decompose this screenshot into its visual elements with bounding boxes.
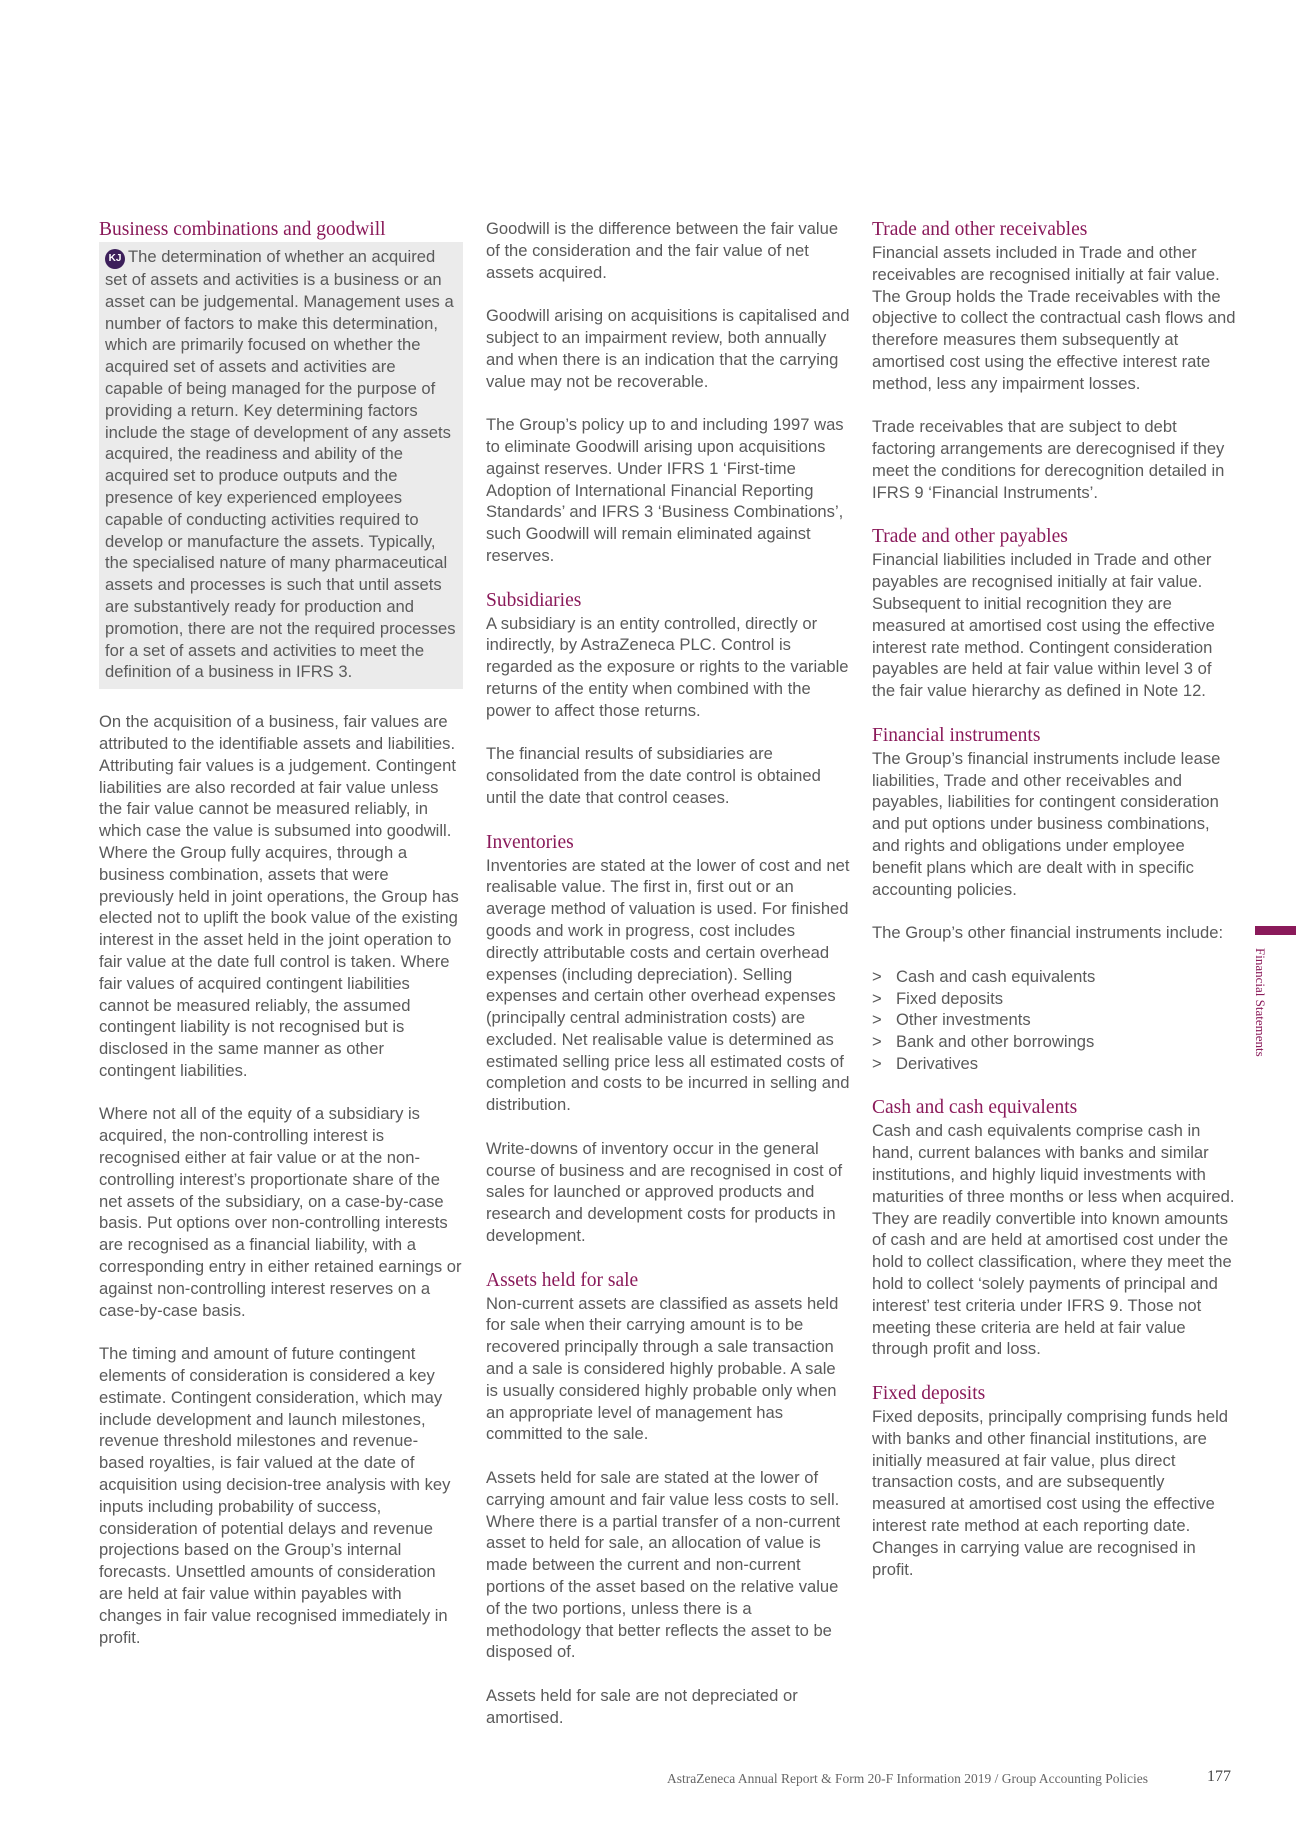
paragraph: Non-current assets are classified as assets held for sale when their carrying amount is to be recovered principally through a sale transaction and a sale is considered highly probable. A sale is usually considered highly probable only when an appropriate level of management has committed to the sale. [486,1293,839,1444]
section-heading: Trade and other receivables [872,219,1088,240]
paragraph: Write-downs of inventory occur in the general course of business and are recognised in cost of sales for launched or approved products and research and development costs for products in development. [486,1138,843,1246]
list-item: > Cash and cash equivalents [872,966,1236,988]
paragraph: Financial liabilities included in Trade and other payables are recognised initially at fair value. Subsequent to initial recognition they are measured at amortised cost using the effective interest rate method. Contingent consideration payables are held at fair value within level 3 of the fair value hierarchy as defined in Note 12. [872,550,1215,701]
bullet-list [872,966,1236,1075]
footer-text: AstraZeneca Annual Report & Form 20-F Information 2019 / Group Accounting Policies [667,1771,1149,1786]
column-2 [486,218,850,1750]
paragraph: Financial assets included in Trade and other receivables are recognised initially at fair value. The Group holds the Trade receivables with the objective to collect the contractual cash flows and therefore measures them subsequently at amortised cost using the effective interest rate method, less any impairment losses. [872,243,1236,393]
paragraph: Where not all of the equity of a subsidiary is acquired, the non-controlling interest is recognised either at fair value or at the non-controlling interest’s proportionate share of the net assets of the subsidiary, on a case-by-case basis. Put options over non-controlling interests are recognised as a financial liability, with a corresponding entry in either retained earnings or against non-controlling interest reserves on a case-by-case basis. [99,1104,462,1320]
column-3 [872,218,1236,1602]
section-heading: Business combinations and goodwill [99,219,386,240]
key-judgement-badge-icon: KJ [105,249,125,269]
paragraph: Trade receivables that are subject to debt factoring arrangements are derecognised if they meet the conditions for derecognition detailed in IFRS 9 ‘Financial Instruments’. [872,417,1225,502]
key-judgement-box [99,242,463,689]
section-tab-marker [1255,926,1296,935]
section-heading: Cash and cash equivalents [872,1097,1078,1119]
section-tab-label[interactable]: Financial Statements [1253,948,1268,1057]
paragraph: The timing and amount of future contingent elements of consideration is considered a key estimate. Contingent consideration, which may include development and launch milestones, revenue threshold milestones and revenue-based royalties, is fair valued at the date of acquisition using decision-tree analysis with key inputs including probability of success, consideration of potential delays and revenue projections based on the Group’s internal forecasts. Unsettled amounts of consideration are held at fair value within payables with changes in fair value recognised immediately in profit. [99,1344,451,1647]
paragraph: The Group’s policy up to and including 1997 was to eliminate Goodwill arising upon acquisitions against reserves. Under IFRS 1 ‘First-time Adoption of International Financial Reporting Standards’ and IFRS 3 ‘Business Combinations’, such Goodwill will remain eliminated against reserves. [486,415,844,565]
paragraph: Assets held for sale are stated at the lower of carrying amount and fair value less costs to sell. Where there is a partial transfer of a non-current asset to held for sale, an allocation of value is made between the current and non-current portions of the asset based on the relative value of the two portions, unless there is a methodology that better reflects the asset to be disposed of. [486,1468,841,1662]
list-item: > Fixed deposits [872,988,1236,1010]
list-item: > Bank and other borrowings [872,1031,1236,1053]
paragraph: On the acquisition of a business, fair values are attributed to the identifiable assets and liabilities. Attributing fair values is a judgement. Contingent liabilities are also recorded at fair value unless the fair value cannot be measured reliably, in which case the value is subsumed into goodwill. Where the Group fully acquires, through a business combination, assets that were previously held in joint operations, the Group has elected not to uplift the book value of the existing interest in the asset held in the joint operation to fair value at the date full control is taken. Where fair values of acquired contingent liabilities cannot be measured reliably, the assumed contingent liability is not recognised but is disclosed in the same manner as other contingent liabilities. [99,712,459,1080]
section-heading: Assets held for sale [486,1269,639,1291]
list-item: > Derivatives [872,1053,1236,1075]
paragraph: Inventories are stated at the lower of cost and net realisable value. The first in, first out or an average method of valuation is used. For finished goods and work in progress, cost includes directly attributable costs and certain overhead expenses (including depreciation). Selling expenses and certain other overhead expenses (principally central administration costs) are excluded. Net realisable value is determined as estimated selling price less all estimated costs of completion and costs to be incurred in selling and distribution. [486,855,850,1115]
paragraph: The financial results of subsidiaries are consolidated from the date control is obtained until the date that control ceases. [486,744,821,807]
paragraph: Assets held for sale are not depreciated or amortised. [486,1686,798,1727]
paragraph: Goodwill is the difference between the fair value of the consideration and the fair value of net assets acquired. [486,219,839,282]
list-item: > Other investments [872,1009,1236,1031]
section-heading: Subsidiaries [486,589,582,611]
paragraph: A subsidiary is an entity controlled, directly or indirectly, by AstraZeneca PLC. Control is regarded as the exposure or rights to the variable returns of the entity when combined with the power to affect those returns. [486,613,849,720]
paragraph: The Group’s financial instruments include lease liabilities, Trade and other receivables and payables, liabilities for contingent consideration and put options under business combinations, and rights and obligations under employee benefit plans which are dealt with in specific accounting policies. [872,748,1221,899]
paragraph: Goodwill arising on acquisitions is capitalised and subject to an impairment review, both annually and when there is an indication that the carrying value may not be recoverable. [486,306,850,391]
paragraph: Fixed deposits, principally comprising funds held with banks and other financial institutions, are initially measured at fair value, plus direct transaction costs, and are subsequently measured at amortised cost using the effective interest rate method at each reporting date. Changes in carrying value are recognised in profit. [872,1407,1229,1579]
page-number: 177 [1207,1768,1231,1785]
section-heading: Financial instruments [872,724,1041,746]
section-heading: Fixed deposits [872,1383,986,1405]
paragraph: The Group’s other financial instruments include: [872,923,1224,943]
column-1 [99,218,463,1670]
section-heading: Trade and other payables [872,526,1068,548]
key-judgement-text: The determination of whether an acquired set of assets and activities is a business or an asset can be judgemental. Management uses a number of factors to make this determination, which are primarily focused on whether the acquired set of assets and activities are capable of being managed for the purpose of providing a return. Key determining factors include the stage of development of any assets acquired, the readiness and ability of the acquired set to produce outputs and the presence of key experienced employees capable of conducting activities required to develop or manufacture the assets. Typically, the specialised nature of many pharmaceutical assets and processes is such that until assets are substantively ready for production and promotion, there are not the required processes for a set of assets and activities to meet the definition of a business in IFRS 3. [105,247,456,682]
section-heading: Inventories [486,831,574,853]
paragraph: Cash and cash equivalents comprise cash in hand, current balances with banks and similar institutions, and highly liquid investments with maturities of three months or less when acquired. They are readily convertible into known amounts of cash and are held at amortised cost under the hold to collect classification, where they meet the hold to collect ‘solely payments of principal and interest’ test criteria under IFRS 9. Those not meeting these criteria are held at fair value through profit and loss. [872,1121,1235,1359]
